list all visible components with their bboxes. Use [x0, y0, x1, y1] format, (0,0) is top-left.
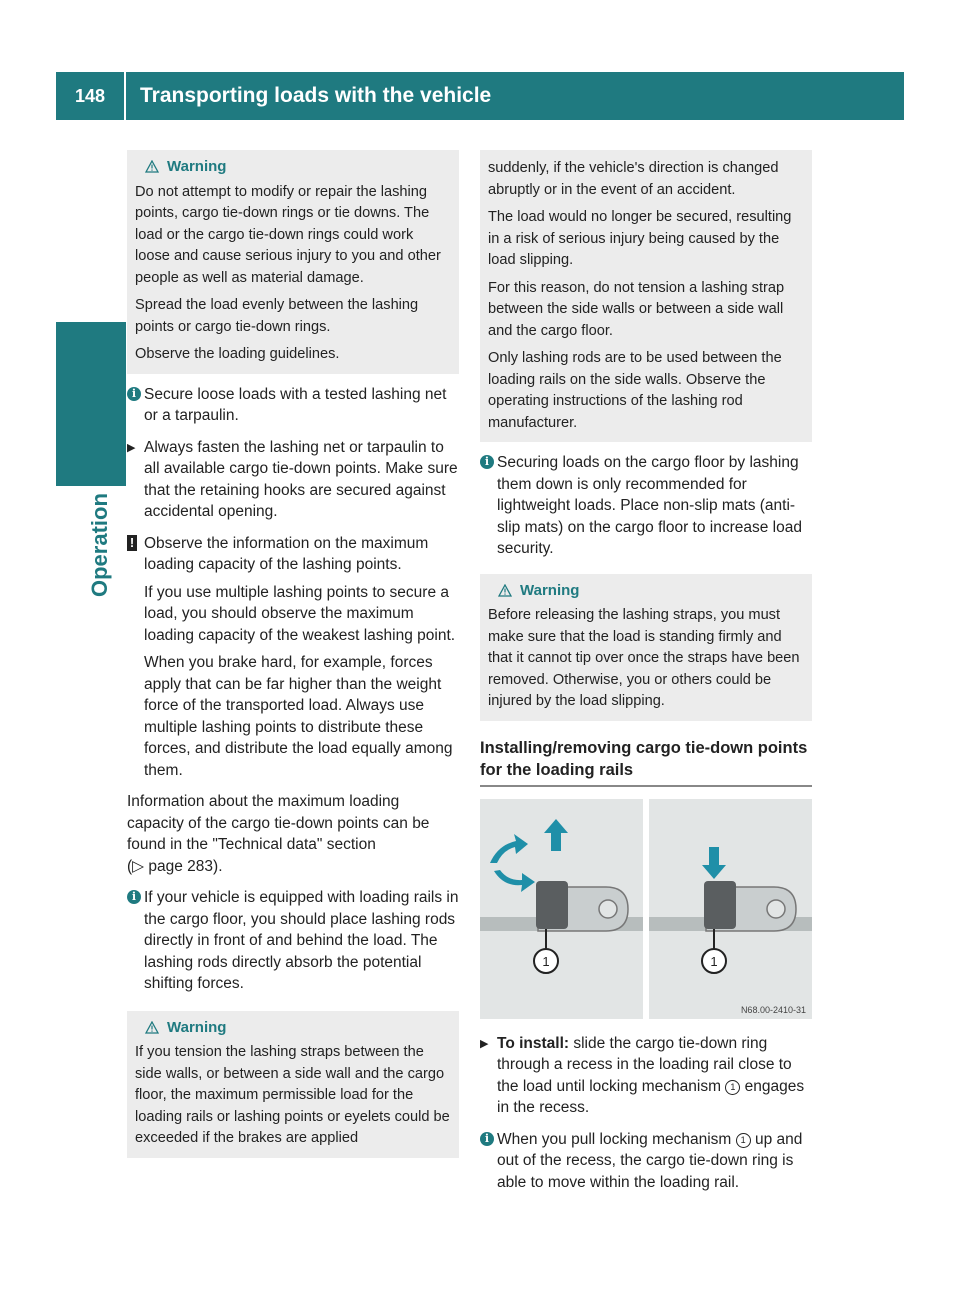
- figure-code: N68.00-2410-31: [740, 1004, 806, 1015]
- callout-ref: 1: [725, 1080, 740, 1095]
- warning-triangle-icon: [498, 584, 512, 597]
- info-note: [127, 384, 459, 427]
- warning-text: Before releasing the lashing straps, you must make sure that the load is standing firmly and that it cannot tip over once the straps have been removed. Otherwise, you or others could be injured by the load slipping.: [488, 607, 800, 709]
- body-paragraph: [127, 791, 459, 877]
- warning-text: For this reason, do not tension a lashing strap between the side walls or between a side wall and the cargo floor.: [488, 279, 785, 339]
- warning-box: [127, 150, 459, 374]
- right-column: [480, 150, 812, 1203]
- step-text-b: engages in the recess.: [497, 1077, 805, 1116]
- page-reference-link[interactable]: (▷ page 283).: [127, 857, 223, 875]
- warning-label: Warning: [520, 581, 580, 599]
- cargo-tie-down-figure: [480, 799, 812, 1019]
- warning-text: Observe the loading guidelines.: [135, 346, 340, 362]
- info-note: [480, 1129, 812, 1194]
- callout-number: 1: [542, 953, 550, 969]
- page-number: 148: [56, 72, 126, 120]
- info-text-a: When you pull locking mechanism: [497, 1130, 732, 1148]
- warning-triangle-icon: [145, 160, 159, 173]
- step-label: To install:: [497, 1034, 570, 1052]
- info-note: [127, 887, 459, 995]
- warning-box: [127, 1011, 459, 1158]
- tie-down-illustration: [480, 799, 812, 1019]
- info-note: [480, 452, 812, 560]
- info-text: [497, 1129, 812, 1194]
- warning-continuation-box: [480, 150, 812, 442]
- warning-label: Warning: [167, 1018, 227, 1036]
- info-text-b: up and out of the recess, the cargo tie-down ring is able to move within the loading rail.: [497, 1130, 803, 1191]
- instruction-step: [480, 1033, 812, 1119]
- step-text: Always fasten the lashing net or tarpaulin to all available cargo tie-down points. Make sure that the retaining hooks are secured against accidental opening.: [144, 438, 458, 520]
- warning-label: Warning: [167, 158, 227, 175]
- info-icon: i: [480, 455, 494, 469]
- warning-header: [135, 1017, 451, 1039]
- section-heading: Installing/removing cargo tie-down points for the loading rails: [480, 737, 812, 787]
- notice-note: [127, 533, 459, 782]
- step-text: [497, 1033, 812, 1119]
- warning-text: Only lashing rods are to be used between the loading rails on the side walls. Observe the operating instructions of the lashing rod manufacturer.: [488, 350, 782, 431]
- warning-text: suddenly, if the vehicle's direction is changed abruptly or in the event of an accident.: [488, 160, 779, 198]
- info-icon: i: [127, 387, 141, 401]
- warning-triangle-icon: [145, 1021, 159, 1034]
- warning-text: Spread the load evenly between the lashing points or cargo tie-down rings.: [135, 297, 419, 335]
- exclamation-icon: !: [127, 535, 137, 551]
- warning-text: If you tension the lashing straps between the side walls, or between a side wall and the cargo floor, the maximum permissible load for the loading rails or lashing points or eyelets could be exceeded if the brakes are applied: [135, 1044, 450, 1146]
- warning-text: Do not attempt to modify or repair the lashing points, cargo tie-down rings or tie downs. The load or the cargo tie-down rings could work loose and cause serious injury to you and other people as well as material damage.: [135, 183, 441, 286]
- info-icon: i: [127, 890, 141, 904]
- info-text: Securing loads on the cargo floor by lashing them down is only recommended for lightweight loads. Place non-slip mats (anti-slip mats) on the cargo floor to increase load security.: [497, 454, 802, 557]
- notice-text: Observe the information on the maximum loading capacity of the lashing points.: [144, 534, 429, 573]
- warning-header: [135, 156, 451, 178]
- warning-text: The load would no longer be secured, resulting in a risk of serious injury being caused by the load slipping.: [488, 209, 792, 268]
- warning-box: [480, 574, 812, 721]
- step-arrow-icon: ▶: [127, 441, 136, 454]
- warning-header: [488, 580, 804, 602]
- callout-number: 1: [710, 953, 718, 969]
- notice-text: When you brake hard, for example, forces apply that can be far higher than the weight force of the transported load. Always use multiple lashing points to distribute these forces, and distribute the load equally among them.: [144, 654, 453, 779]
- step-text-a: slide the cargo tie-down ring through a recess in the loading rail close to the load until locking mechanism: [497, 1034, 792, 1095]
- notice-text: If you use multiple lashing points to secure a load, you should observe the maximum loading capacity of the weakest lashing point.: [144, 583, 456, 644]
- section-tab: [56, 322, 126, 486]
- left-column: [127, 150, 459, 1168]
- callout-ref: 1: [736, 1133, 751, 1148]
- step-arrow-icon: ▶: [480, 1037, 489, 1050]
- paragraph-text: Information about the maximum loading capacity of the cargo tie-down points can be found in the "Technical data" section: [127, 793, 430, 853]
- page-title: Transporting loads with the vehicle: [140, 84, 492, 107]
- info-text: If your vehicle is equipped with loading rails in the cargo floor, you should place lashing rods directly in front of and behind the load. The lashing rods directly absorb the potential shifting forces.: [144, 889, 459, 992]
- info-text: Secure loose loads with a tested lashing net or a tarpaulin.: [144, 385, 447, 424]
- section-label: Operation: [87, 493, 112, 597]
- info-icon: i: [480, 1132, 494, 1146]
- instruction-step: [127, 437, 459, 523]
